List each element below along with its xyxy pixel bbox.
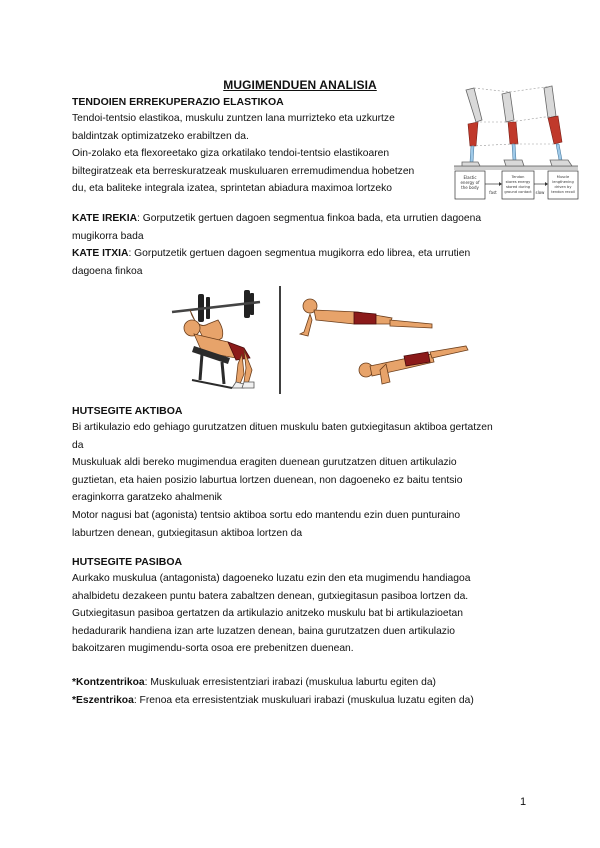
paragraph-line: hedadurarik handiena izan arte luzatzen denean, baina gurutzatzen duen artikulazio	[72, 625, 455, 637]
note-eccentric: *Eszentrikoa: Frenoa eta erresistentziak muskuluari irabazi (muskulua luzatu egiten da)	[72, 694, 474, 706]
section-tendon-text	[72, 110, 414, 198]
flow-box-2-line: Tendon	[511, 175, 525, 179]
kate-irekia-line-1: KATE IREKIA: Gorputzetik gertuen dagoen segmentua finkoa bada, eta urrutien dagoena	[72, 213, 482, 224]
kate-definitions	[72, 210, 481, 280]
flow-box-2-line: ground contact	[504, 190, 532, 194]
section-heading-active: HUTSEGITE AKTIBOA	[72, 405, 183, 417]
section-heading-passive: HUTSEGITE PASIBOA	[72, 556, 183, 568]
flow-box-3-line: tendon recoil	[551, 190, 575, 194]
athlete-head	[184, 320, 200, 336]
paragraph-line: du, eta baliteke integrala izatea, sprintetan abiadura maximoa lortzeko	[72, 183, 392, 195]
paragraph-line: eraginkorra garatzeko ahalmenik	[72, 492, 222, 504]
paragraph-line: Bi artikulazio edo gehiago gurutzatzen dituen muskulu baten gutxiegitasun aktiboa gertatzen	[72, 422, 493, 433]
paragraph-line: baldintzak optimizatzeko erabiltzen da.	[72, 130, 249, 142]
ground-strip	[454, 166, 578, 170]
flow-arrowhead-1	[499, 182, 502, 186]
paragraph-line: Oin-zolako eta flexoreetako giza orkatilako tendoi-tentsio elastikoaren	[72, 148, 390, 160]
kate-itxia-line-1: KATE ITXIA: Gorputzetik gertuen dagoen segmentua mugikorra edo librea, eta urrutien	[72, 248, 471, 260]
flow-arrowhead-2	[545, 182, 548, 186]
flow-arrow-2-label: slow	[535, 190, 545, 195]
flow-box-1-line: energy of	[460, 180, 480, 185]
kate-irekia-term: KATE IREKIA	[72, 213, 138, 224]
push-up-illustration-2	[359, 346, 468, 384]
paragraph-line: da	[72, 439, 84, 451]
tendon-recoil-figure	[452, 80, 580, 202]
exercise-figure	[132, 284, 472, 396]
paragraph-line: bakoitzaren mugimendu-sorta osoa ere prebenitzen duenean.	[72, 643, 354, 655]
paragraph-line: guztietan, eta haien posizio laburtua lortzen duenean, non dagoeneko ez baitu tentsio	[72, 474, 463, 486]
paragraph-line: Muskuluak aldi bereko mugimendua eragiten duenean gurutzatzen dituen artikulazio	[72, 457, 457, 469]
paragraph-line: Gutxiegitasun pasiboa gertatzen da artikulazio anitzeko muskulu bat bi artikulazioetan	[72, 608, 463, 620]
kate-itxia-line-2: dagoena finkoa	[72, 265, 143, 277]
paragraph-line: biltegiratzeak eta berreskuratzeak muskuluaren erremudimendua hobetzen	[72, 165, 415, 177]
flow-arrow-1-label: fast	[489, 190, 497, 195]
note-concentric: *Kontzentrikoa: Muskuluak erresistentziari irabazi (muskulua laburtu egiten da)	[72, 677, 436, 688]
flow-box-2-line: stores energy	[505, 180, 531, 184]
flow-box-3-line: driven by	[554, 185, 572, 189]
kate-irekia-line-2: mugikorra bada	[72, 230, 144, 242]
leg-illustration-2	[502, 92, 524, 166]
section-passive-text	[72, 570, 470, 658]
section-heading-tendon: TENDOIEN ERREKUPERAZIO ELASTIKOA	[72, 96, 284, 108]
flow-box-3-line: lengthening	[552, 180, 574, 184]
paragraph-line: Motor nagusi bat (agonista) tentsio aktiboa sortu edo mantendu ezin duen punturaino	[72, 509, 461, 521]
section-active-text	[72, 419, 493, 542]
paragraph-line: Tendoi-tentsio elastikoa, muskulu zuntzen lana murrizteko eta uzkurtze	[72, 113, 395, 124]
flow-box-3-line: Muscle	[556, 175, 570, 179]
leg-illustration-1	[462, 88, 482, 166]
kate-itxia-term: KATE ITXIA	[72, 248, 129, 260]
note-term: *Eszentrikoa	[72, 694, 134, 706]
page-title: MUGIMENDUEN ANALISIA	[223, 78, 377, 92]
flow-box-2-line: stored during	[505, 185, 531, 189]
flow-box-1-line: the body	[461, 185, 479, 190]
paragraph-line: Aurkako muskulua (antagonista) dagoeneko luzatu ezin den eta mugimendu handiagoa	[72, 573, 471, 584]
flow-box-1-line: Elastic	[463, 175, 477, 180]
leg-illustration-3	[544, 86, 572, 166]
page-number: 1	[520, 796, 527, 808]
contraction-notes	[72, 674, 474, 709]
paragraph-line: laburtzen denean, gutxiegitasun aktiboa lortzen da	[72, 527, 303, 539]
paragraph-line: ahalbidetu dezakeen puntu batera zabaltzen denean, gutxiegitasun pasiboa lortzen da.	[72, 590, 469, 602]
note-term: *Kontzentrikoa	[72, 677, 145, 688]
push-up-illustration-1	[300, 299, 432, 336]
bench-press-illustration	[172, 290, 260, 388]
